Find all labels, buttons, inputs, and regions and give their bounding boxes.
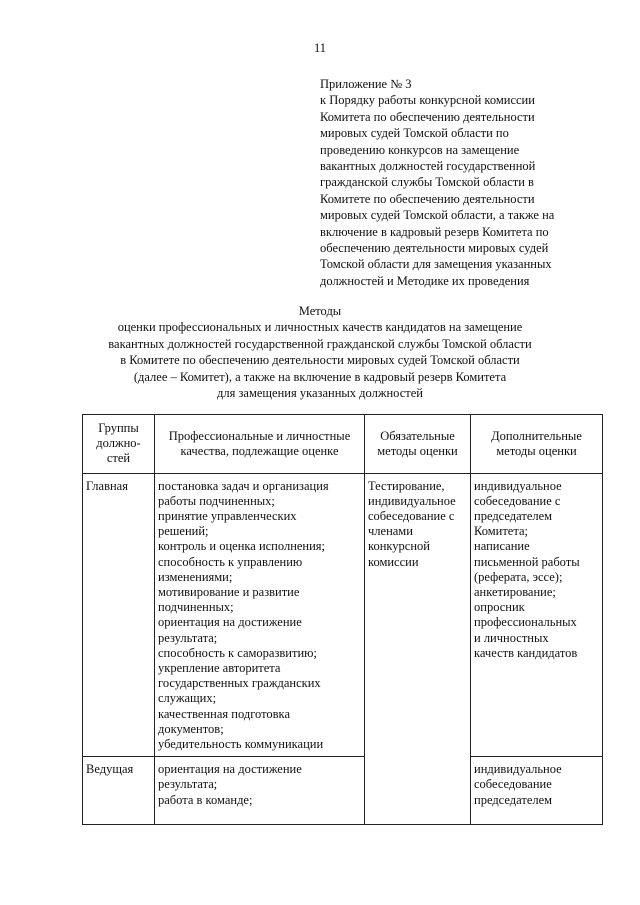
text-line: мотивирование и развитие [158,585,300,600]
cell-qualities [155,473,365,757]
text-line: должностей и Методике их проведения [320,273,530,288]
text-line: качественная подготовка [158,706,290,721]
text-line: Комитета; [474,524,528,539]
text-line: Приложение № 3 [320,77,412,91]
header-mandatory [365,415,471,474]
text-line: Группы [98,421,139,435]
text-line: результата; [158,630,218,645]
text-line: Ведущая [86,762,134,777]
table-row [83,473,603,757]
text-line: Методы [298,304,342,318]
text-line: мировых судей Томской области по [320,126,509,141]
text-line: собеседование с [368,509,455,524]
text-line: письменной работы [474,554,580,569]
text-line: обеспечению деятельности мировых судей [320,241,549,256]
text-line: служащих; [158,691,217,706]
text-line: Комитета по обеспечению деятельности [320,109,535,124]
text-line: должно- [96,436,141,451]
table-row [83,757,603,825]
text-line: контроль и оценка исполнения; [158,539,326,554]
text-line: индивидуальное [474,762,562,777]
text-line: методы оценки [496,444,577,459]
cell-mandatory [365,473,471,825]
cell-additional [471,473,603,757]
text-line: собеседование с [474,493,561,508]
appendix-header [320,76,620,289]
text-line: изменениями; [158,569,233,584]
text-line: вакантных должностей государственной гражданской службы Томской области [108,336,532,351]
text-line: укрепление авторитета [158,661,281,676]
text-line: государственных гражданских [158,676,321,691]
text-line: Профессиональные и личностные [168,429,351,443]
text-line: индивидуальное [368,493,456,508]
text-line: Комитете по обеспечению деятельности [320,191,535,206]
text-line: качества, подлежащие оценке [180,444,339,459]
text-line: членами [368,524,413,539]
text-line: Тестирование, [368,478,445,493]
methods-table [82,414,603,825]
text-line: Томской области для замещения указанных [320,257,552,272]
text-line: способность к управлению [158,554,303,569]
text-line: для замещения указанных должностей [217,386,423,401]
text-line: стей [106,451,131,466]
text-line: Дополнительные [491,429,582,443]
text-line: результата; [158,777,218,792]
text-line: убедительность коммуникации [158,737,324,752]
text-line: Обязательные [380,429,455,443]
header-qualities [155,415,365,474]
text-line: собеседование [474,777,552,792]
text-line: работа в команде; [158,792,253,807]
text-line: комиссии [368,554,419,569]
text-line: проведению конкурсов на замещение [320,142,520,157]
text-line: ориентация на достижение [158,762,302,777]
text-line: к Порядку работы конкурсной комиссии [320,93,535,108]
text-line: работы подчиненных; [158,493,275,508]
cell-additional [471,757,603,825]
text-line: оценки профессиональных и личностных качеств кандидатов на замещение [117,320,523,335]
text-line: написание [474,539,530,554]
text-line: способность к саморазвитию; [158,645,317,660]
text-line: председателем [474,792,553,807]
text-line: гражданской службы Томской области в [320,175,534,190]
text-line: подчиненных; [158,600,234,615]
header-additional [471,415,603,474]
text-line: методы оценки [377,444,458,459]
text-line: профессиональных [474,615,577,630]
cell-qualities [155,757,365,825]
text-line: (далее – Комитет), а также на включение в кадровый резерв Комитета [133,369,507,384]
text-line: (реферата, эссе); [474,569,563,584]
text-line: ориентация на достижение [158,615,302,630]
document-title [0,303,640,401]
text-line: включение в кадровый резерв Комитета по [320,224,549,239]
header-group [83,415,155,474]
text-line: в Комитете по обеспечению деятельности мировых судей Томской области [120,353,520,368]
text-line: анкетирование; [474,585,556,600]
text-line: Главная [86,478,128,493]
text-line: конкурсной [368,539,430,554]
page-number: 11 [313,41,327,55]
text-line: постановка задач и организация [158,478,329,493]
text-line: мировых судей Томской области, а также на [320,208,555,223]
text-line: принятие управленческих [158,509,297,524]
table-header-row [83,415,603,474]
text-line: вакантных должностей государственной [320,159,536,174]
text-line: решений; [158,524,209,539]
text-line: опросник [474,600,525,615]
text-line: качеств кандидатов [474,645,578,660]
cell-group [83,473,155,757]
text-line: индивидуальное [474,478,562,493]
text-line: и личностных [474,630,549,645]
cell-group [83,757,155,825]
text-line: документов; [158,721,224,736]
text-line: председателем [474,509,553,524]
